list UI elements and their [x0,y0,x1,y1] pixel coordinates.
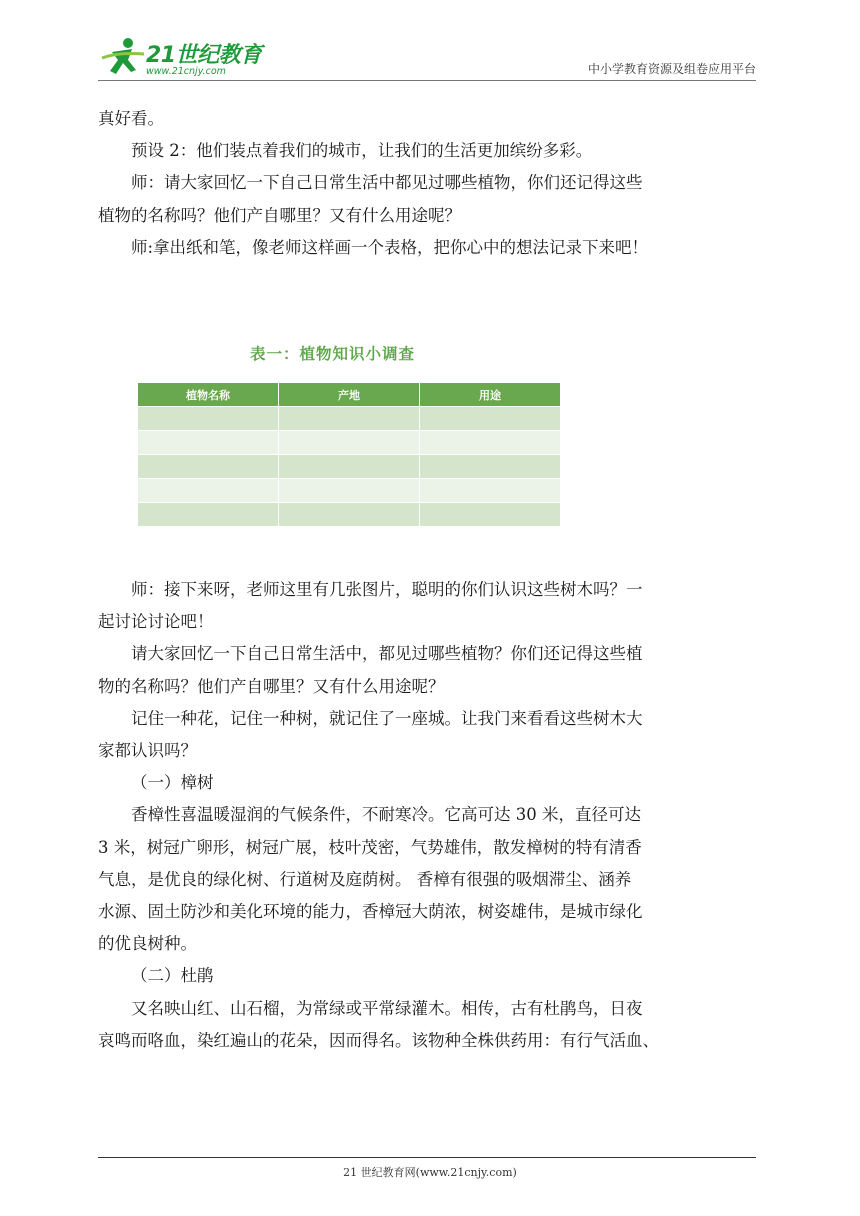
table-cell [420,407,561,431]
paragraph-line: 气息，是优良的绿化树、行道树及庭荫树。 香樟有很强的吸烟滞尘、涵养 [98,869,632,889]
paragraph-line: 起讨论讨论吧！ [98,612,214,632]
table-cell [420,479,561,503]
paragraph-line: 请大家回忆一下自己日常生活中，都见过哪些植物？你们还记得这些植 [131,644,643,664]
paragraph-line: 物的名称吗？他们产自哪里？又有什么用途呢？ [98,676,445,696]
footer-divider [98,1157,756,1158]
paragraph-line: 师：接下来呀，老师这里有几张图片，聪明的你们认识这些树木吗？一 [131,580,643,599]
table-header-cell: 用途 [420,383,561,407]
plant-survey-table [137,382,561,527]
page-header [98,36,756,80]
paragraph-line: 植物的名称吗？他们产自哪里？又有什么用途呢？ [98,205,461,225]
logo-main-text: 21世纪教育 [146,43,262,68]
section-heading: （一）樟树 [131,773,214,793]
runner-logo-icon [98,36,146,80]
table-row [138,431,561,455]
table-cell [138,503,279,527]
paragraph-line: 家都认识吗？ [98,741,197,761]
logo-sub-text: www.21cnjy.com [146,66,226,77]
paragraph-line: 预设 2：他们装点着我们的城市，让我们的生活更加缤纷多彩。 [131,141,593,161]
table-header-cell: 植物名称 [138,383,279,407]
table-cell [279,503,420,527]
table-header-cell: 产地 [279,383,420,407]
body-text-bottom [98,574,762,1057]
paragraph-line: 的优良树种。 [98,934,197,954]
table-cell [138,455,279,479]
table-cell [420,431,561,455]
page-footer [0,1164,860,1180]
table-cell [279,479,420,503]
table-cell [138,479,279,503]
paragraph-line: 水源、固土防沙和美化环境的能力，香樟冠大荫浓，树姿雄伟，是城市绿化 [98,902,643,922]
section-heading: （二）杜鹃 [131,966,214,986]
footer-site-link[interactable]: 21 世纪教育网(www.21cnjy.com) [343,1166,517,1179]
table-cell [279,455,420,479]
paragraph-line: 3 米，树冠广卵形，树冠广展，枝叶茂密，气势雄伟，散发樟树的特有清香 [98,837,642,857]
paragraph-line: 又名映山红、山石榴，为常绿或平常绿灌木。相传，古有杜鹃鸟，日夜 [131,998,643,1018]
table-cell [138,431,279,455]
table-row [138,407,561,431]
header-platform-text: 中小学教育资源及组卷应用平台 [587,62,756,76]
table-row [138,455,561,479]
header-divider [98,80,756,81]
paragraph-line: 哀鸣而咯血，染红遍山的花朵，因而得名。该物种全株供药用：有行气活血、 [98,1030,659,1050]
table-cell [420,455,561,479]
table-row [138,479,561,503]
table-cell [420,503,561,527]
paragraph-line: 师：请大家回忆一下自己日常生活中都见过哪些植物，你们还记得这些 [131,173,643,193]
paragraph-line: 香樟性喜温暖湿润的气候条件，不耐寒冷。它高可达 30 米，直径可达 [131,805,641,825]
table-title: 表一：植物知识小调查 [250,345,416,363]
site-logo[interactable] [98,36,268,80]
paragraph-line: 记住一种花，记住一种树，就记住了一座城。让我门来看看这些树木大 [131,708,643,728]
table-cell [138,407,279,431]
body-text-top [98,103,762,264]
table-cell [279,431,420,455]
table-row [138,503,561,527]
table-header-row [138,383,561,407]
paragraph-line: 真好看。 [98,109,164,128]
paragraph-line: 师:拿出纸和笔，像老师这样画一个表格，把你心中的想法记录下来吧！ [131,237,649,257]
table-cell [279,407,420,431]
